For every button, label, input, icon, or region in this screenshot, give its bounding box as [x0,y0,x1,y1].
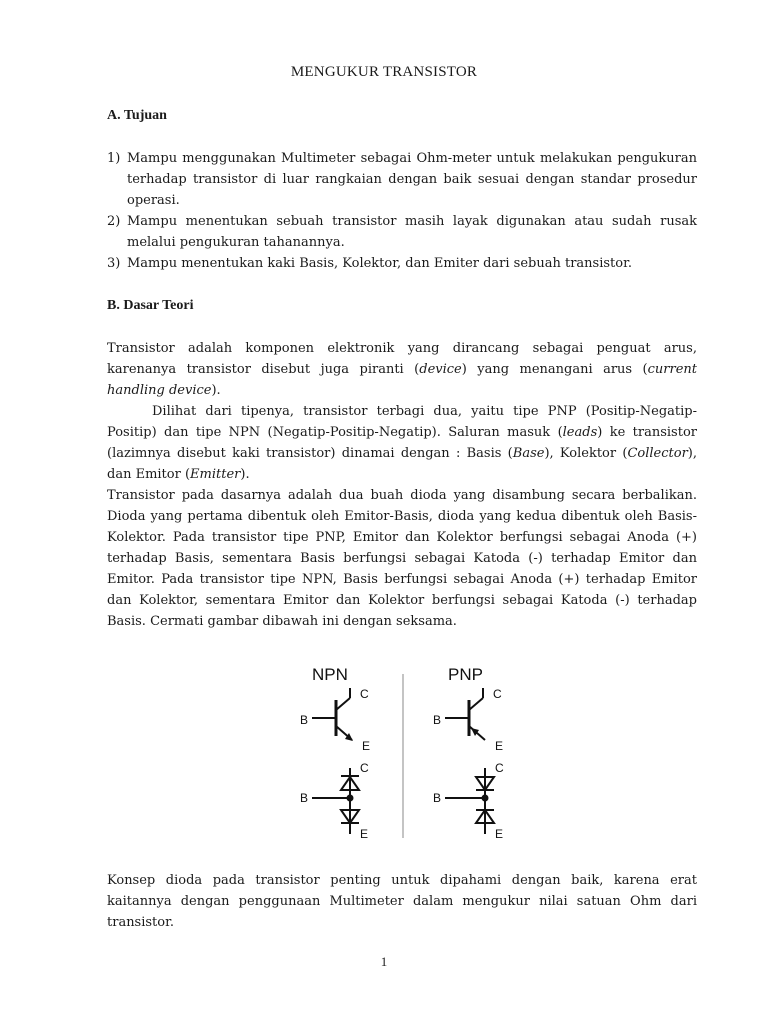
transistor-diagram [290,660,520,840]
pin-b-label: B [433,791,442,805]
npn-diode-equivalent-icon [300,761,369,840]
npn-transistor-icon [300,665,370,753]
pin-b-label: B [300,713,309,727]
section-a-heading: A. Tujuan [107,108,167,123]
section-b-heading: B. Dasar Teori [107,298,194,313]
pin-b-label: B [433,713,442,727]
pin-c-label: C [495,761,504,775]
pin-c-label: C [493,687,502,701]
list-item-text: Mampu menentukan kaki Basis, Kolektor, dan Emiter dari sebuah transistor. [127,256,633,271]
pin-e-label: E [495,827,504,840]
page-number: 1 [380,954,388,969]
list-item-text: Mampu menentukan sebuah transistor masih layak digunakan atau sudah rusak melalui pengukuran tahanannya. [127,214,697,250]
objectives-list [107,148,697,274]
pin-c-label: C [360,761,369,775]
pnp-label: PNP [448,665,483,684]
list-item [107,148,697,211]
list-item-number: 2) [107,214,121,229]
paragraph-types: Dilihat dari tipenya, transistor terbagi dua, yaitu tipe PNP (Positip-Negatip-Positip) dan tipe NPN (Negatip-Positip-Negatip). Saluran masuk (leads) ke transistor (lazimnya disebut kaki transistor) dinamai dengan : Basis (Base), Kolektor (Collector), dan Emitor (Emitter). [107,404,697,482]
page-title: MENGUKUR TRANSISTOR [290,64,478,80]
pin-b-label: B [300,791,309,805]
list-item-number: 3) [107,256,121,271]
list-item [107,211,697,253]
paragraph-diodes: Transistor pada dasarnya adalah dua buah dioda yang disambung secara berbalikan. Dioda yang pertama dibentuk oleh Emitor-Basis, dioda yang kedua dibentuk oleh Basis-Kolektor. Pada transistor tipe PNP, Emitor dan Kolektor berfungsi sebagai Anoda (+) terhadap Basis, sementara Basis berfungsi sebagai Katoda (-) terhadap Emitor dan Emitor. Pada transistor tipe NPN, Basis berfungsi sebagai Anoda (+) terhadap Emitor dan Kolektor, sementara Emitor dan Kolektor berfungsi sebagai Katoda (-) terhadap Basis. Cermati gambar dibawah ini dengan seksama. [107,488,697,629]
pin-e-label: E [362,739,371,753]
list-item [107,253,697,274]
pin-e-label: E [495,739,504,753]
paragraph-concept: Konsep dioda pada transistor penting untuk dipahami dengan baik, karena erat kaitannya dengan penggunaan Multimeter dalam mengukur nilai satuan Ohm dari transistor. [107,873,697,930]
npn-label: NPN [312,665,348,684]
list-item-number: 1) [107,151,121,166]
paragraph-intro: Transistor adalah komponen elektronik yang dirancang sebagai penguat arus, karenanya transistor disebut juga piranti (device) yang menangani arus (current handling device). [107,341,698,398]
pin-c-label: C [360,687,369,701]
pnp-transistor-icon [433,665,503,753]
theory-text [107,338,697,632]
pin-e-label: E [360,827,369,840]
pnp-diode-equivalent-icon [433,761,504,840]
list-item-text: Mampu menggunakan Multimeter sebagai Ohm-meter untuk melakukan pengukuran terhadap transistor di luar rangkaian dengan baik sesuai dengan standar prosedur operasi. [127,151,697,208]
